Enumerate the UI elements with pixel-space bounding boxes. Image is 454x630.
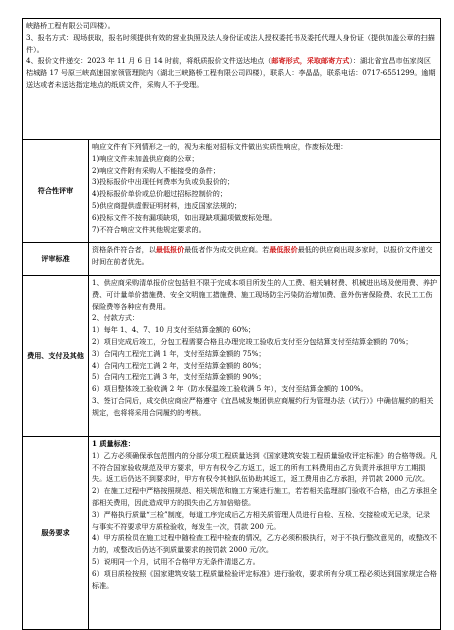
text-line: 3、报名方式：现场获取，报名时须提供有效的营业执照及法人身份证或法人授权委托书及委托代理人身份证（提供加盖公章的扫描件）。 xyxy=(26,32,435,54)
text-line: 1 质量标准： xyxy=(92,439,135,448)
text-line: 2）项目完成后竣工，分包工程需要合格且办理完竣工验收后支付至分包结算支付至结算金额的 70%； xyxy=(92,336,413,346)
text-line: 1、供应商采购清单报价应包括但不限于完成本项目所发生的人工费、相关辅材费、机械进出场及使用费、养护费、可计量单价措施费、安全文明施工措施费、施工现场防尘污染防治增加费、意外伤害保险费、农民工工伤保险费等各种应有费用。 xyxy=(92,278,438,311)
submission-paragraph xyxy=(26,55,437,90)
text-line: 6）项目质检按照《国家建筑安装工程质量检验评定标准》进行验收，要求所有分项工程必须达到国家规定合格标准。 xyxy=(92,568,438,590)
submission-text: 4、报价文件递交：2023 年 11 月 6 日 14 时前，将纸质报价文件送达地点（ xyxy=(26,56,272,66)
evaluation-text xyxy=(92,244,437,268)
evaluation-row xyxy=(23,243,441,276)
text-line: 2）在施工过程中严格按照规范、相关规范和施工方案进行施工，若若相关监理部门验收不合格，由乙方承担全部相关费用，因此造成甲方的损失由乙方加倍赔偿。 xyxy=(92,486,438,507)
fees-label: 费用、支付及其他 xyxy=(23,276,89,437)
service-label: 服务要求 xyxy=(23,437,89,630)
compliance-row xyxy=(23,140,441,243)
text-line: 6）项目整体竣工验收满 2 年（防水保温竣工验收满 5 年），支付至结算金额的 100%。 xyxy=(92,384,368,394)
text-line: 4）合同内工程完工满 2 年，支付至结算金额的 80%； xyxy=(92,360,266,370)
registration-row xyxy=(23,19,441,140)
text-span: 资格条件符合者，以 xyxy=(92,245,156,254)
registration-cell xyxy=(23,19,441,140)
text-line: 3）严格执行质量“三检”制度，每道工序完成后乙方相关质管理人员进行自检、互检、交接检或无记录，记录与事实不符要求甲方质检验收，每发生一次，罚款 200 元。 xyxy=(92,509,431,531)
text-line: 3)投标报价中出现任何费率为负或负报价的； xyxy=(92,177,235,187)
text-line: 7)不符合响应文件其他规定要求的。 xyxy=(92,224,206,234)
text-line: 1）乙方必须确保承包范围内的分部分项工程质量达到《国家建筑安装工程质量验收评定标准》的合格等级。凡不符合国家验收规范及甲方要求，甲方有权令乙方返工，返工的所有工料费用由乙方负责并承担甲方工期损失。返工后仍达不到要求时，甲方有权令其他队伍协助其返工，返工费用由乙方承担，并罚款 2000 元/次。 xyxy=(92,450,438,484)
text-line: 3、签订合同后，成交供应商应严格遵守《宜昌城发集团供应商履约行为管理办法（试行）》中确信履约的相关规定，也将将采用合同履约的考核。 xyxy=(92,395,434,417)
text-line: 2)响应文件附有采购人不能接受的条件； xyxy=(92,165,220,175)
procurement-terms-table xyxy=(22,18,441,630)
text-line: 5）说明同一个月，试用不合格甲方无条件清退乙方。 xyxy=(92,556,260,566)
text-line: 5)供应商提供虚假证明材料，违反国家法规的； xyxy=(92,200,242,210)
text-line: 3）合同内工程完工满 1 年，支付至结算金额的 75%； xyxy=(92,348,266,358)
text-line: 4）甲方质检员在施工过程中随检查工程中检查的情况，乙方必须积极执行，对于不执行整改意见的，或整改不力的，或整改后仍达不到质量要求的按罚款 2000 元/次。 xyxy=(92,533,438,555)
text-line: 响应文件有下列情形之一的，视为未能对招标文件做出实质性响应，作废标处理： xyxy=(92,142,348,151)
fees-row xyxy=(23,276,441,437)
compliance-content xyxy=(89,140,441,243)
submission-text: ）：湖北省宜昌市伍家岗区桔城路 17 号原三峡高速国家领管理院内（湖北三峡路桥工程有限公司四楼），联系人：李晶晶，联系电话：0717-6551299。逾期送达或者未送达指定地点的纸质文件，采购人不予受理。 xyxy=(26,56,436,89)
highlight-text: 最低报价 xyxy=(269,245,298,254)
service-row xyxy=(23,437,441,630)
text-line: 4)投标报价单价或总价超过招标控制价的； xyxy=(92,189,227,199)
fees-content xyxy=(89,276,441,437)
text-line: 1)响应文件未加盖供应商的公章； xyxy=(92,153,199,163)
text-line: 1）每年 1、4、7、10 月支付至结算金额的 60%； xyxy=(92,325,256,335)
text-span: 最低者作为成交供应商。若 xyxy=(184,245,270,254)
highlight-text: 最低报价 xyxy=(155,245,185,254)
text-line: 2、付款方式： xyxy=(92,313,140,323)
text-line: 6)投标文件不按有漏项缺项，如出现缺项漏项做废标处理。 xyxy=(92,212,277,222)
compliance-label: 符合性评审 xyxy=(23,140,89,243)
text-line: 5）合同内工程完工满 3 年，支付至结算金额的 90%； xyxy=(92,372,266,382)
service-content xyxy=(89,437,441,630)
highlight-text: 邮寄形式，采取邮寄方式 xyxy=(271,56,350,66)
evaluation-label: 评审标准 xyxy=(23,243,89,276)
evaluation-content xyxy=(89,243,441,276)
text-span: 最低的供应商出现多家时，以报价文件递交时间在前者优先。 xyxy=(92,245,433,266)
text-line: 峡路桥工程有限公司四楼）。 xyxy=(26,21,115,30)
